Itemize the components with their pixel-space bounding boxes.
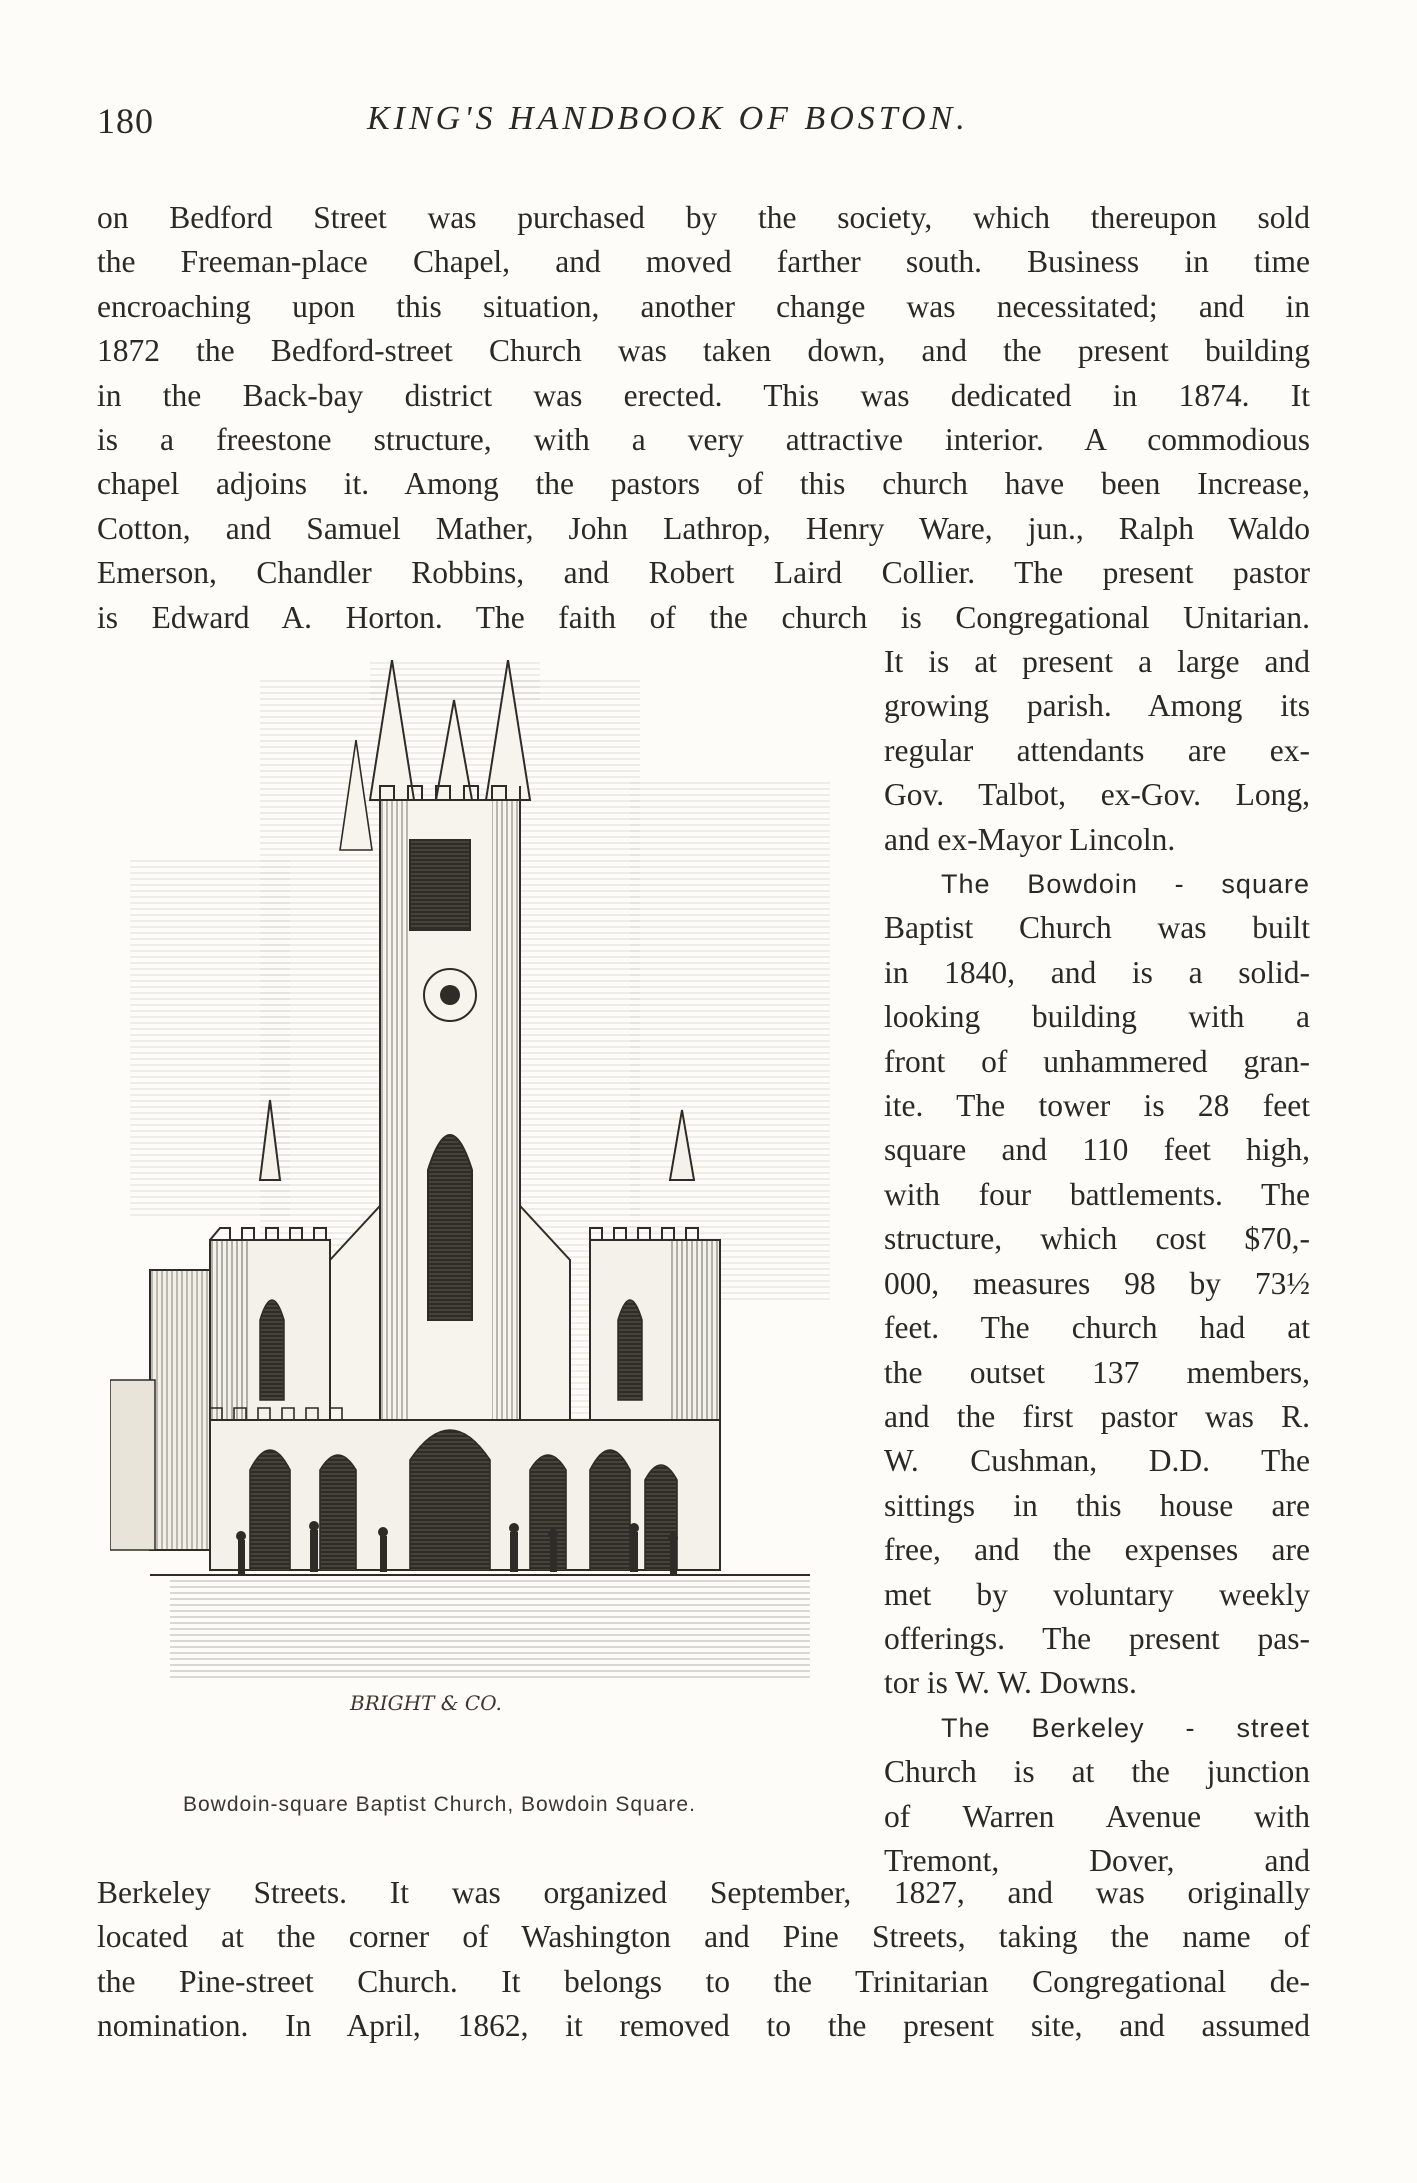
page-number: 180 (97, 101, 154, 141)
text-line: Tremont, Dover, and (884, 1842, 1310, 1878)
ground-hatching (150, 1575, 810, 1680)
church-illustration (110, 660, 870, 1770)
text-line: regular attendants are ex- (884, 732, 1310, 768)
church-porch (210, 1408, 720, 1570)
text-line: Baptist Church was built (884, 910, 1310, 946)
text-line: looking building with a (884, 999, 1310, 1035)
text-line: encroaching upon this situation, another change was necessitated; and in (97, 288, 1310, 324)
text-line: is a freestone structure, with a very attractive interior. A commodious (97, 422, 1310, 458)
engraver-signature: BRIGHT & CO. (350, 1691, 502, 1715)
text-line: nomination. In April, 1862, it removed to the present site, and assumed (97, 2008, 1310, 2044)
text-line: It is at present a large and (884, 644, 1310, 679)
text-line: free, and the expenses are (884, 1532, 1310, 1568)
text-line: and ex-Mayor Lincoln. (884, 821, 1176, 857)
text-line: Cotton, and Samuel Mather, John Lathrop, Henry Ware, jun., Ralph Waldo (97, 510, 1310, 546)
text-line: sittings in this house are (884, 1487, 1310, 1523)
text-line: structure, which cost $70,- (884, 1221, 1310, 1257)
text-line: on Bedford Street was purchased by the society, which thereupon sold (97, 200, 1310, 235)
text-line: Berkeley Streets. It was organized September, 1827, and was originally (97, 1875, 1310, 1910)
text-line: located at the corner of Washington and Pine Streets, taking the name of (97, 1919, 1310, 1955)
text-line: offerings. The present pas- (884, 1620, 1310, 1656)
text-line: 000, measures 98 by 73½ (884, 1265, 1310, 1301)
bottom-paragraph (97, 1871, 1310, 2049)
text-line: with four battlements. The (884, 1176, 1310, 1212)
text-line: Gov. Talbot, ex-Gov. Long, (884, 777, 1310, 813)
figure-caption: Bowdoin-square Baptist Church, Bowdoin Square. (183, 1793, 696, 1816)
text-line: and the first pastor was R. (884, 1398, 1310, 1434)
text-line: is Edward A. Horton. The faith of the church is Congregational Unitarian. (97, 599, 1310, 635)
text-line: the outset 137 members, (884, 1354, 1310, 1390)
text-line: chapel adjoins it. Among the pastors of this church have been Increase, (97, 466, 1310, 502)
text-line: front of unhammered gran- (884, 1043, 1310, 1079)
text-line: tor is W. W. Downs. (884, 1665, 1137, 1701)
text-line: growing parish. Among its (884, 688, 1310, 724)
text-line: square and 110 feet high, (884, 1132, 1310, 1168)
text-line: Church is at the junction (884, 1754, 1310, 1790)
text-line: in 1840, and is a solid- (884, 954, 1310, 990)
running-title: KING'S HANDBOOK OF BOSTON. (367, 100, 969, 137)
running-head (97, 100, 1310, 152)
bowdoin-lead: The Bowdoin - square (941, 869, 1310, 900)
text-line: 1872 the Bedford-street Church was taken down, and the present building (97, 333, 1310, 369)
text-line: the Pine-street Church. It belongs to the Trinitarian Congregational de- (97, 1963, 1310, 1999)
text-line: of Warren Avenue with (884, 1798, 1310, 1834)
church-engraving (110, 660, 870, 1770)
text-line: met by voluntary weekly (884, 1576, 1310, 1612)
text-line: Emerson, Chandler Robbins, and Robert Laird Collier. The present pastor (97, 555, 1310, 591)
text-line: in the Back-bay district was erected. This was dedicated in 1874. It (97, 377, 1310, 413)
berkeley-lead: The Berkeley - street (941, 1712, 1310, 1743)
text-line: the Freeman-place Chapel, and moved farther south. Business in time (97, 244, 1310, 280)
text-line: W. Cushman, D.D. The (884, 1443, 1310, 1479)
right-column (884, 640, 1310, 1883)
text-line: feet. The church had at (884, 1310, 1310, 1346)
top-paragraph (97, 196, 1310, 640)
text-line: ite. The tower is 28 feet (884, 1088, 1310, 1124)
